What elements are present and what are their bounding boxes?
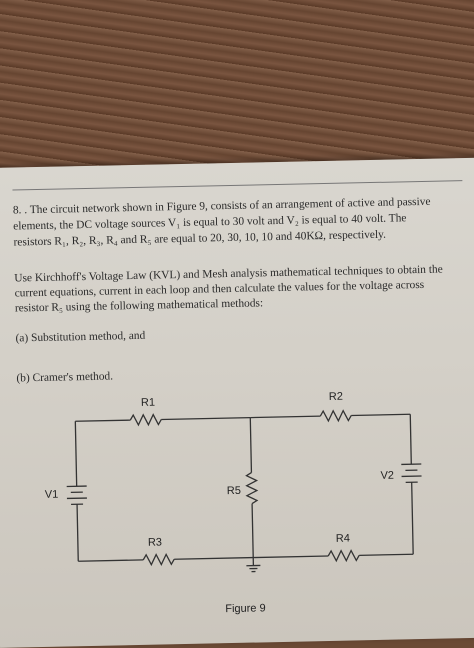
problem-line-2: elements, the DC voltage sources V₁ is equal to 30 volt and V₂ is equal to 40 volt. The xyxy=(13,211,406,234)
circuit-diagram xyxy=(0,158,474,648)
label-r1: R1 xyxy=(141,397,155,409)
part-a: (a) Substitution method, and xyxy=(15,329,145,346)
label-r5: R5 xyxy=(227,485,241,497)
label-r3: R3 xyxy=(148,536,162,548)
problem-line-3: resistors R₁, R₂, R₃, R₄ and R₅ are equal to 20, 30, 10, 10 and 40KΩ, respectively. xyxy=(13,228,386,250)
problem-line-1: 8. . The circuit network shown in Figure 9, consists of an arrangement of active and passive xyxy=(13,195,431,218)
resistor-r5-symbol xyxy=(246,472,257,503)
label-v2: V2 xyxy=(380,470,394,482)
label-r2: R2 xyxy=(329,391,343,403)
paper-sheet xyxy=(0,158,474,648)
problem-line-5: current equations, current in each loop and then calculate the values for the voltage across xyxy=(14,278,424,301)
figure-caption: Figure 9 xyxy=(225,602,266,615)
resistor-r2-symbol xyxy=(320,410,351,421)
problem-line-6: resistor R₅ using the following mathematical methods: xyxy=(15,296,263,316)
resistor-r3-symbol xyxy=(143,554,174,565)
problem-line-4: Use Kirchhoff's Voltage Law (KVL) and Mesh analysis mathematical techniques to obtain the xyxy=(14,263,443,286)
wire-top-left xyxy=(75,420,130,421)
part-b: (b) Cramer's method. xyxy=(16,369,113,386)
resistor-r4-symbol xyxy=(328,550,359,561)
label-r4: R4 xyxy=(336,533,350,545)
resistor-r1-symbol xyxy=(130,414,161,425)
label-v1: V1 xyxy=(45,489,59,501)
